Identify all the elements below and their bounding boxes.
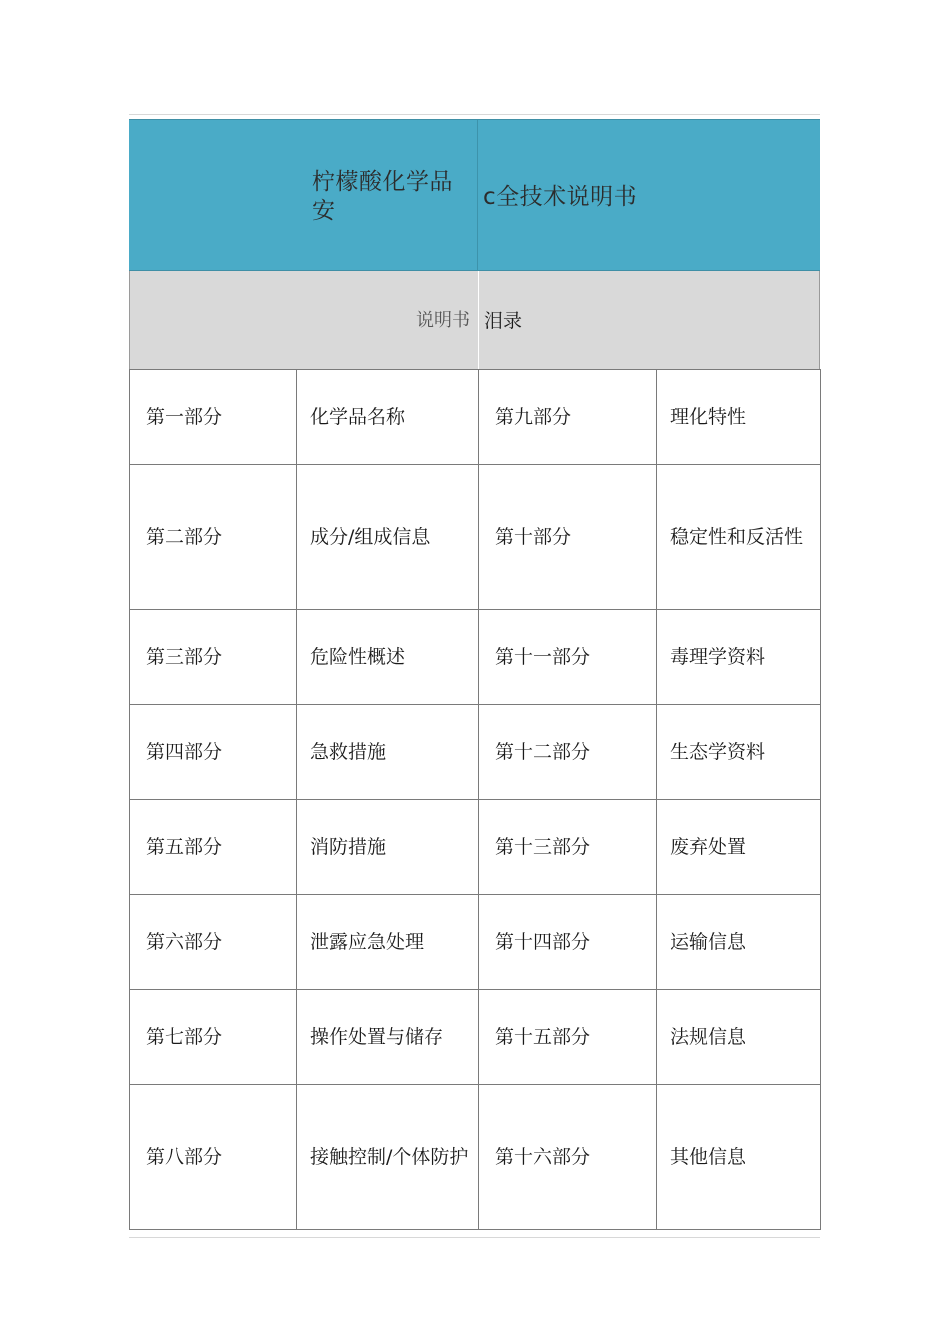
part-number: 第二部分 [130,465,297,610]
part-number: 第八部分 [130,1085,297,1230]
table-row [130,465,821,610]
part-number: 第四部分 [130,705,297,800]
table-row [130,1085,821,1230]
subtitle-band [129,271,820,369]
subtitle-right: 泪录 [484,310,523,332]
title-right: c全技术说明书 [483,184,638,210]
part-number: 第七部分 [130,990,297,1085]
toc-table [129,369,821,1230]
subtitle-left: 说明书 [416,310,470,331]
title-left: 柠檬酸化学品安 [312,169,453,224]
part-title: 理化特性 [657,370,821,465]
part-title: 化学品名称 [297,370,479,465]
part-number: 第十一部分 [479,610,657,705]
table-row [130,705,821,800]
part-title: 消防措施 [297,800,479,895]
table-row [130,610,821,705]
part-title: 废弃处置 [657,800,821,895]
part-number: 第十四部分 [479,895,657,990]
part-number: 第十五部分 [479,990,657,1085]
part-number: 第五部分 [130,800,297,895]
table-row [130,895,821,990]
part-title: 生态学资料 [657,705,821,800]
part-title: 稳定性和反活性 [657,465,821,610]
part-number: 第一部分 [130,370,297,465]
table-row [130,370,821,465]
part-title: 毒理学资料 [657,610,821,705]
part-title: 危险性概述 [297,610,479,705]
part-number: 第六部分 [130,895,297,990]
part-title: 操作处置与储存 [297,990,479,1085]
part-number: 第十部分 [479,465,657,610]
part-number: 第九部分 [479,370,657,465]
part-title: 运输信息 [657,895,821,990]
part-title: 其他信息 [657,1085,821,1230]
title-band [129,119,820,271]
part-number: 第三部分 [130,610,297,705]
part-title: 法规信息 [657,990,821,1085]
part-title: 泄露应急处理 [297,895,479,990]
part-title: 成分/组成信息 [297,465,479,610]
title-divider [477,120,478,270]
part-title: 接触控制/个体防护 [297,1085,479,1230]
table-row [130,800,821,895]
part-number: 第十二部分 [479,705,657,800]
table-row [130,990,821,1085]
part-number: 第十三部分 [479,800,657,895]
part-title: 急救措施 [297,705,479,800]
part-number: 第十六部分 [479,1085,657,1230]
subtitle-divider [478,271,479,369]
